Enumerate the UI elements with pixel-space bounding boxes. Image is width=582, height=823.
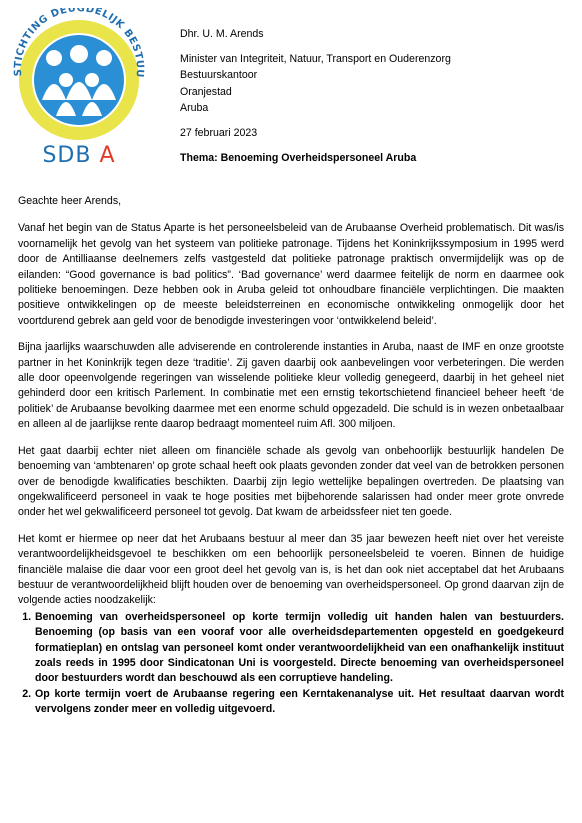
paragraph-4: Het komt er hiermee op neer dat het Arubaans bestuur al meer dan 35 jaar bewezen heeft niet over het vereiste verantwoordelijkheidsgevoel te beschikken om een behoorlijk personeelsbeleid te voeren. Binnen de huidige financiële malaise die daar voor een groot deel het gevolg van is, is het dan ook niet acceptabel dat het Arubaans bestuur de verantwoordelijkheid blijft houden over de benoeming van overheidspersoneel. Op grond daarvan zijn de volgende acties noodzakelijk: xyxy=(18,532,564,607)
letter-body xyxy=(18,194,564,718)
letter-subject: Thema: Benoeming Overheidspersoneel Aruba xyxy=(180,151,417,164)
letter-date: 27 februari 2023 xyxy=(180,126,258,139)
recipient-city: Oranjestad xyxy=(180,85,232,98)
logo-initials-text: SDB xyxy=(42,143,92,168)
greeting: Geachte heer Arends, xyxy=(18,195,122,207)
paragraph-3: Het gaat daarbij echter niet alleen om financiële schade als gevolg van onbehoorlijk bestuurlijk handelen De benoeming van ‘ambtenaren’ op grote schaal heeft ook plaats gevonden zonder dat veel van de betrokken personen over de benodigde kwalificaties beschikten. Daarbij zijn legio wettelijke bepalingen overtreden. De plaatsing van ongekwalificeerd personeel in vaak te hoge posities met bijbehorende salarissen had onder meer grote onvrede onder het wel gekwalificeerd personeel tot gevolg. Dat kwam de arbeidssfeer niet ten goede. xyxy=(18,444,564,519)
paragraph-1: Vanaf het begin van de Status Aparte is het personeelsbeleid van de Arubaanse Overheid problematisch. Dit was/is voornamelijk het gevolg van het systeem van politieke patronage. Tijdens het Koninkrijkssymposium in 1995 werd door de Antilliaanse deelnemers zelfs vastgesteld dat politieke patronage praktisch onvermijdelijk was op de eilanden: “Good governance is bad politics”. ‘Bad governance’ werd daarmee feitelijk de norm en daarmee ook politieke benoemingen. Deze hebben ook in Aruba geleid tot onhoudbare financiële verplichtingen. Die maakten positieve ontwikkelingen op de meeste beleidsterreinen en economische ontwikkeling onmogelijk door het voortdurend gebrek aan geld voor de benodigde investeringen voor ‘ontwikkelend beleid’. xyxy=(18,222,564,327)
recipient-country: Aruba xyxy=(180,102,209,115)
actions-list xyxy=(18,610,564,718)
recipient-role: Minister van Integriteit, Natuur, Transport en Ouderenzorg xyxy=(180,52,451,65)
action-item-1: 1. Benoeming van overheidspersoneel op korte termijn volledig uit handen halen van bestuurders. Benoeming (op basis van een vooraf voor alle overheidsdepartementen opgesteld en goedgekeurd formatieplan) en ontslag van personeel komt onder verantwoordelijkheid van een onafhankelijk instituut zoals reeds in 1995 door Sindicatonan Uni is voorgesteld. Directe benoeming van overheidspersoneel door bestuurders wordt dan beschouwd als een corruptieve handeling. xyxy=(34,610,564,687)
logo-ring-text: STICHTING DEUGDELIJK BESTUU xyxy=(12,8,146,79)
sdba-logo xyxy=(4,8,154,168)
recipient-office: Bestuurskantoor xyxy=(180,69,258,82)
recipient-name: Dhr. U. M. Arends xyxy=(180,28,264,40)
sdba-logo-graphic xyxy=(4,8,154,168)
paragraph-2: Bijna jaarlijks waarschuwden alle adviserende en controlerende instanties in Aruba, naast de IMF en onze grootste partner in het Koninkrijk tegen deze ‘traditie’. Zij gaven daarbij ook aanbevelingen voor verbeteringen. Die werden alle door opeenvolgende regeringen van wisselende politieke kleur volledig genegeerd, daarbij in het geheel niet gehinderd door een kritisch Parlement. In combinatie met een ernstig tekortschietend financieel beheer heeft ‘de politiek’ de Arubaanse bevolking daarmee met een enorme schuld opgezadeld. Die schuld is in wezen onbetaalbaar en alleen al de jaarlijkse rente daarop bedraagt momenteel ruim Afl. 300 miljoen. xyxy=(18,341,564,431)
logo-initials xyxy=(42,143,115,168)
address-block xyxy=(180,26,451,166)
action-item-2: 2. Op korte termijn voert de Arubaanse regering een Kerntakenanalyse uit. Het resultaat daarvan wordt vervolgens zonder meer en volledig uitgevoerd. xyxy=(34,687,564,718)
logo-initial-a: A xyxy=(99,143,116,168)
